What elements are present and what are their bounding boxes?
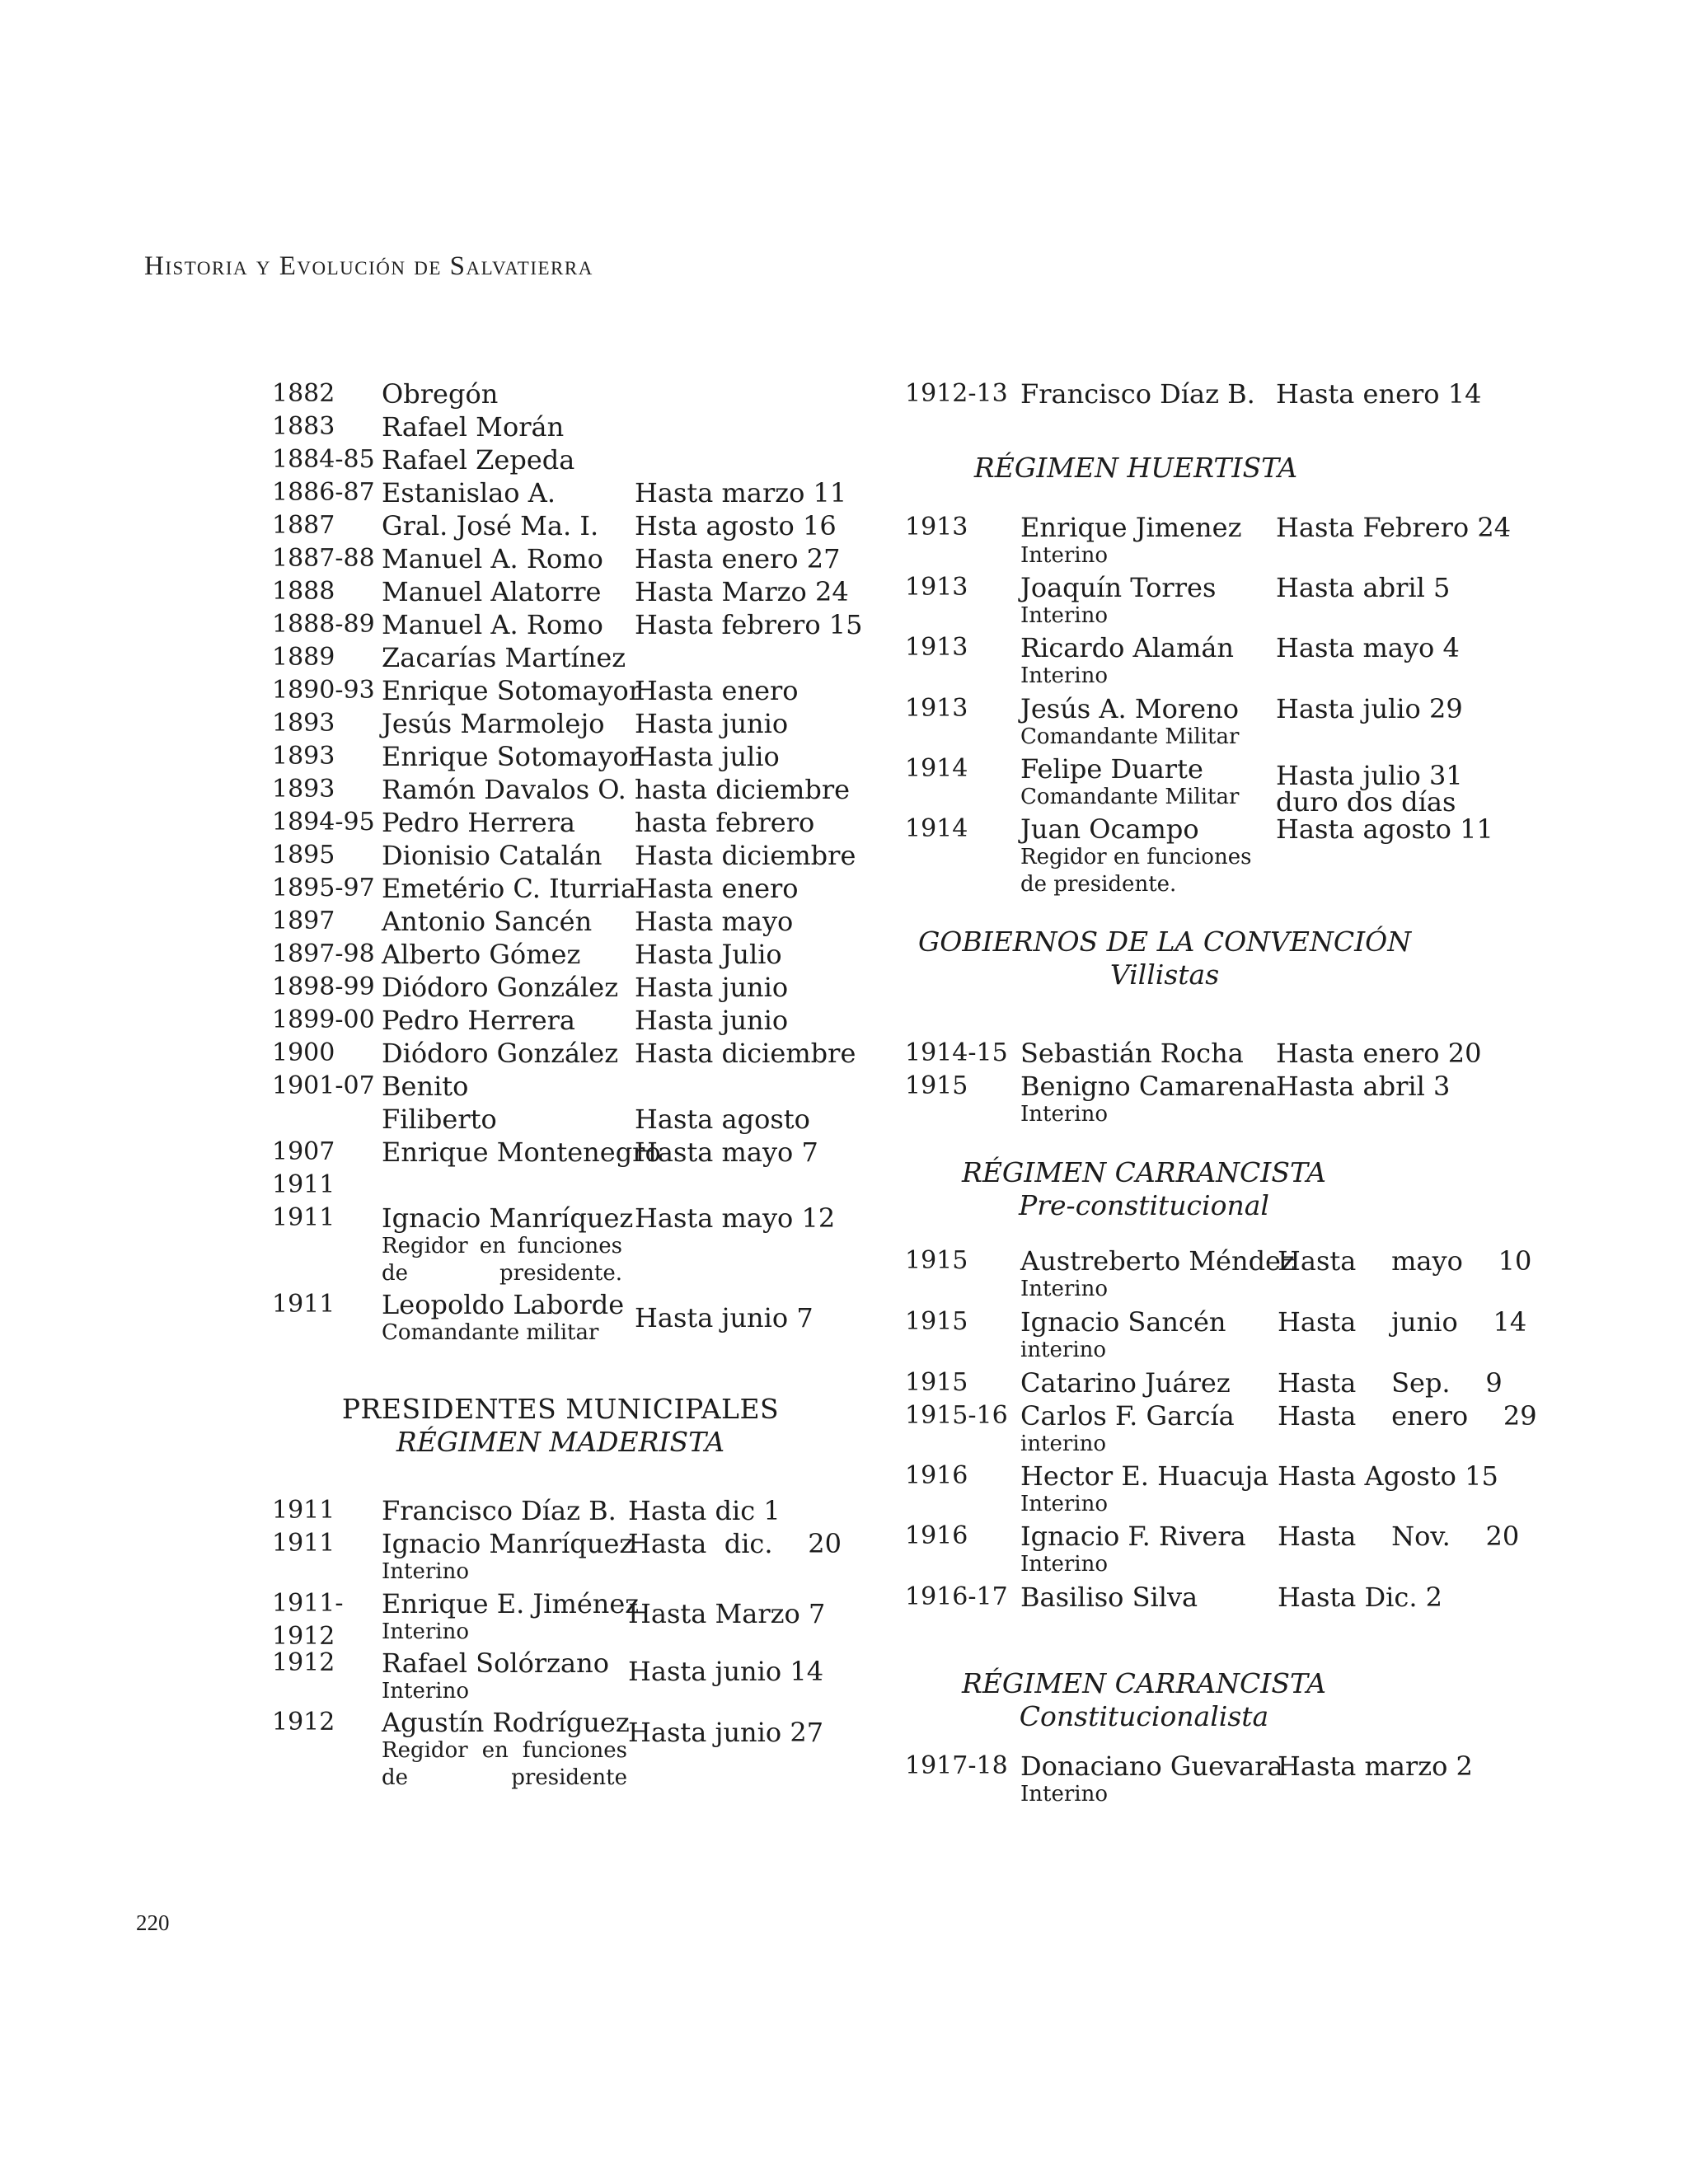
row-until: Hasta junio xyxy=(635,972,789,1003)
row-note: Interino xyxy=(1020,1552,1108,1577)
row-until: Hasta julio xyxy=(635,741,780,772)
row-name: Basiliso Silva xyxy=(1020,1582,1198,1613)
row-note: Interino xyxy=(382,1559,469,1584)
row-name: Zacarías Martínez xyxy=(382,642,626,673)
row-year: 1912 xyxy=(272,1648,335,1677)
row-year: 1887 xyxy=(272,511,335,540)
row-name: Obregón xyxy=(382,378,499,410)
row-until: Hasta junio xyxy=(635,1005,789,1036)
row-year: 1916-17 xyxy=(905,1582,1008,1611)
section-heading xyxy=(272,1393,849,1459)
row-until: Hasta junio 27 xyxy=(628,1717,824,1748)
row-year: 1893 xyxy=(272,709,335,738)
row-year: 1915 xyxy=(905,1246,968,1275)
row-year: 1912 xyxy=(272,1708,335,1736)
row-until: Hasta abril 5 xyxy=(1276,572,1451,603)
row-year: 1911 xyxy=(272,1496,335,1525)
row-until: Hasta Marzo 24 xyxy=(635,576,849,607)
row-name: Francisco Díaz B. xyxy=(382,1495,617,1526)
row-until: hasta diciembre xyxy=(635,774,851,805)
row-year: 1911 xyxy=(272,1203,335,1232)
row-note: Interino xyxy=(1020,543,1108,568)
row-note: Comandante militar xyxy=(382,1320,599,1345)
row-year: 1901-07 xyxy=(272,1071,375,1100)
row-year: 1916 xyxy=(905,1461,968,1490)
row-note-continued: de presidente. xyxy=(1020,872,1177,897)
row-year: 1913 xyxy=(905,694,968,723)
row-note: interino xyxy=(1020,1338,1107,1362)
row-until: Hasta enero 29 xyxy=(1278,1400,1537,1432)
row-note: Interino xyxy=(1020,1782,1108,1807)
row-year: 1895 xyxy=(272,841,335,869)
row-name: Austreberto Méndez xyxy=(1020,1245,1295,1277)
row-year: 1884-85 xyxy=(272,445,375,474)
row-until: Hasta Marzo 7 xyxy=(628,1598,826,1629)
row-until: Hasta agosto 11 xyxy=(1276,813,1493,845)
row-year: 1890-93 xyxy=(272,676,375,705)
row-name: Donaciano Guevara xyxy=(1020,1750,1283,1782)
row-until: Hasta enero 14 xyxy=(1276,378,1482,410)
row-until: Hasta enero 20 xyxy=(1276,1038,1482,1069)
row-year: 1888-89 xyxy=(272,610,375,639)
row-name: Joaquín Torres xyxy=(1020,572,1217,603)
row-name: Jesús Marmolejo xyxy=(382,708,605,739)
row-note: Regidor en funciones xyxy=(1020,845,1252,869)
row-name: Carlos F. García xyxy=(1020,1400,1235,1432)
row-until-continued: duro dos días xyxy=(1276,786,1456,818)
row-name: Rafael Solórzano xyxy=(382,1647,609,1679)
row-note: Interino xyxy=(382,1619,469,1644)
row-year: 1914 xyxy=(905,754,968,783)
row-name: Enrique Sotomayor xyxy=(382,675,642,706)
row-year: 1894-95 xyxy=(272,808,375,837)
row-until: Hasta Dic. 2 xyxy=(1278,1582,1443,1613)
row-until: Hasta Febrero 24 xyxy=(1276,512,1512,543)
row-until: Hasta mayo 10 xyxy=(1278,1245,1532,1277)
row-until: Hasta junio xyxy=(635,708,789,739)
row-name: Rafael Morán xyxy=(382,411,565,443)
row-year: 1912-13 xyxy=(905,379,1008,408)
left-column xyxy=(272,377,863,1795)
row-name: Leopoldo Laborde xyxy=(382,1289,625,1320)
row-year: 1915 xyxy=(905,1071,968,1100)
row-until: Hasta enero xyxy=(635,873,799,904)
section-subtitle: Pre-constitucional xyxy=(1019,1189,1269,1221)
row-year: 1900 xyxy=(272,1038,335,1067)
row-until: Hasta Agosto 15 xyxy=(1278,1460,1498,1492)
row-until: Hasta dic. 20 xyxy=(628,1528,842,1559)
row-year: 1893 xyxy=(272,742,335,771)
row-until: Hasta junio 7 xyxy=(635,1302,814,1333)
row-name: Hector E. Huacuja xyxy=(1020,1460,1269,1492)
row-name: Rafael Zepeda xyxy=(382,444,575,476)
row-until: Hasta enero xyxy=(635,675,799,706)
running-head: Historia y Evolución de Salvatierra xyxy=(144,251,593,281)
row-name: Jesús A. Moreno xyxy=(1020,693,1239,724)
row-note: Interino xyxy=(1020,663,1108,688)
row-name: Enrique Jimenez xyxy=(1020,512,1242,543)
row-note: Interino xyxy=(382,1679,469,1704)
row-year: 1907 xyxy=(272,1137,335,1166)
row-note: Comandante Militar xyxy=(1020,724,1240,749)
row-until: Hsta agosto 16 xyxy=(635,510,837,541)
row-until: Hasta junio 14 xyxy=(628,1656,824,1687)
row-name: Sebastián Rocha xyxy=(1020,1038,1244,1069)
row-note: Interino xyxy=(1020,1492,1108,1516)
row-until: Hasta febrero 15 xyxy=(635,609,863,640)
row-year: 1886-87 xyxy=(272,478,375,507)
section-heading xyxy=(938,1667,1350,1733)
row-name: Benito xyxy=(382,1071,469,1102)
row-until: Hasta junio 14 xyxy=(1278,1306,1527,1338)
row-name: Agustín Rodríguez xyxy=(382,1707,630,1738)
row-year: 1897 xyxy=(272,907,335,935)
row-note: Interino xyxy=(1020,1277,1108,1301)
section-title: RÉGIMEN CARRANCISTA xyxy=(962,1156,1326,1188)
row-name: Ramón Davalos O. xyxy=(382,774,626,805)
row-year: 1913 xyxy=(905,513,968,541)
row-year: 1915 xyxy=(905,1307,968,1336)
row-year: 1913 xyxy=(905,573,968,602)
row-note: Interino xyxy=(1020,1102,1108,1127)
row-note: interino xyxy=(1020,1432,1107,1456)
row-year: 1911 xyxy=(272,1170,335,1199)
row-name: Benigno Camarena xyxy=(1020,1071,1277,1102)
row-until: Hasta Sep. 9 xyxy=(1278,1367,1503,1399)
row-note: Comandante Militar xyxy=(1020,785,1240,809)
page-number: 220 xyxy=(136,1910,170,1935)
row-name: Estanislao A. xyxy=(382,477,556,509)
section-subtitle: Constitucionalista xyxy=(1019,1700,1269,1732)
row-year: 1913 xyxy=(905,633,968,662)
row-name: Enrique E. Jiménez xyxy=(382,1588,640,1619)
row-until: Hasta Julio xyxy=(635,939,782,970)
row-until: Hasta diciembre xyxy=(635,840,856,871)
row-name: Diódoro González xyxy=(382,1038,619,1069)
row-until: Hasta mayo 12 xyxy=(635,1202,836,1234)
row-year: 1911 xyxy=(272,1529,335,1558)
row-until: Hasta diciembre xyxy=(635,1038,856,1069)
row-year: 1883 xyxy=(272,412,335,441)
row-until: Hasta mayo xyxy=(635,906,794,937)
row-year: 1915 xyxy=(905,1368,968,1397)
row-name: Ignacio Sancén xyxy=(1020,1306,1226,1338)
row-year: 1899-00 xyxy=(272,1005,375,1034)
row-name: Pedro Herrera xyxy=(382,807,575,838)
row-name: Manuel Alatorre xyxy=(382,576,602,607)
right-column xyxy=(905,377,1537,1807)
row-name: Juan Ocampo xyxy=(1020,813,1199,845)
row-name: Gral. José Ma. I. xyxy=(382,510,599,541)
row-name: Ignacio Manríquez xyxy=(382,1202,634,1234)
row-name: Pedro Herrera xyxy=(382,1005,575,1036)
row-note: Regidor en funciones de presidente xyxy=(382,1738,627,1790)
row-name: Diódoro González xyxy=(382,972,619,1003)
row-year: 1915-16 xyxy=(905,1401,1008,1430)
row-year: 1911 xyxy=(272,1290,335,1319)
row-year: 1917-18 xyxy=(905,1751,1008,1780)
row-name: Felipe Duarte xyxy=(1020,753,1203,785)
row-year-continued: 1912 xyxy=(272,1622,335,1651)
row-until: Hasta julio 31 xyxy=(1276,760,1463,791)
row-until: Hasta marzo 11 xyxy=(635,477,847,509)
row-name: Enrique Montenegro xyxy=(382,1137,661,1168)
section-subtitle: Villistas xyxy=(1109,958,1220,991)
row-note: Regidor en funciones de presidente. xyxy=(382,1234,622,1286)
row-year: 1888 xyxy=(272,577,335,606)
section-heading xyxy=(897,926,1432,991)
row-name: Ignacio Manríquez xyxy=(382,1528,634,1559)
row-name: Ignacio F. Rivera xyxy=(1020,1521,1246,1552)
row-until: Hasta julio 29 xyxy=(1276,693,1463,724)
row-year: 1895-97 xyxy=(272,874,375,902)
row-until: Hasta mayo 7 xyxy=(635,1137,818,1168)
section-title: PRESIDENTES MUNICIPALES xyxy=(341,1393,780,1425)
row-year: 1882 xyxy=(272,379,335,408)
row-name: Manuel A. Romo xyxy=(382,543,603,574)
row-until: Hasta dic 1 xyxy=(628,1495,781,1526)
row-note: Interino xyxy=(1020,603,1108,628)
section-title: RÉGIMEN CARRANCISTA xyxy=(962,1667,1326,1699)
section-heading xyxy=(938,1156,1350,1222)
section-title: RÉGIMEN HUERTISTA xyxy=(973,452,1298,484)
row-until: Hasta abril 3 xyxy=(1276,1071,1451,1102)
row-year: 1898-99 xyxy=(272,972,375,1001)
row-year: 1911- xyxy=(272,1589,344,1618)
row-until: hasta febrero xyxy=(635,807,815,838)
row-name: Filiberto xyxy=(382,1104,497,1135)
row-year: 1916 xyxy=(905,1521,968,1550)
row-until: Hasta mayo 4 xyxy=(1276,632,1460,663)
row-year: 1914-15 xyxy=(905,1038,1008,1067)
section-heading xyxy=(963,452,1309,485)
row-name: Ricardo Alamán xyxy=(1020,632,1234,663)
row-name: Emetério C. Iturria xyxy=(382,873,637,904)
row-name: Catarino Juárez xyxy=(1020,1367,1231,1399)
row-name: Alberto Gómez xyxy=(382,939,581,970)
row-year: 1897-98 xyxy=(272,940,375,968)
row-name: Dionisio Catalán xyxy=(382,840,603,871)
section-subtitle: RÉGIMEN MADERISTA xyxy=(396,1426,725,1458)
row-until: Hasta marzo 2 xyxy=(1278,1750,1473,1782)
row-year: 1887-88 xyxy=(272,544,375,573)
row-name: Antonio Sancén xyxy=(382,906,593,937)
row-year: 1893 xyxy=(272,775,335,804)
section-title: GOBIERNOS DE LA CONVENCIÓN xyxy=(917,926,1412,958)
row-year: 1914 xyxy=(905,814,968,843)
row-until: Hasta enero 27 xyxy=(635,543,841,574)
row-until: Hasta Nov. 20 xyxy=(1278,1521,1520,1552)
row-year: 1889 xyxy=(272,643,335,672)
row-name: Manuel A. Romo xyxy=(382,609,603,640)
row-name: Enrique Sotomayor xyxy=(382,741,642,772)
row-until: Hasta agosto xyxy=(635,1104,810,1135)
row-name: Francisco Díaz B. xyxy=(1020,378,1255,410)
